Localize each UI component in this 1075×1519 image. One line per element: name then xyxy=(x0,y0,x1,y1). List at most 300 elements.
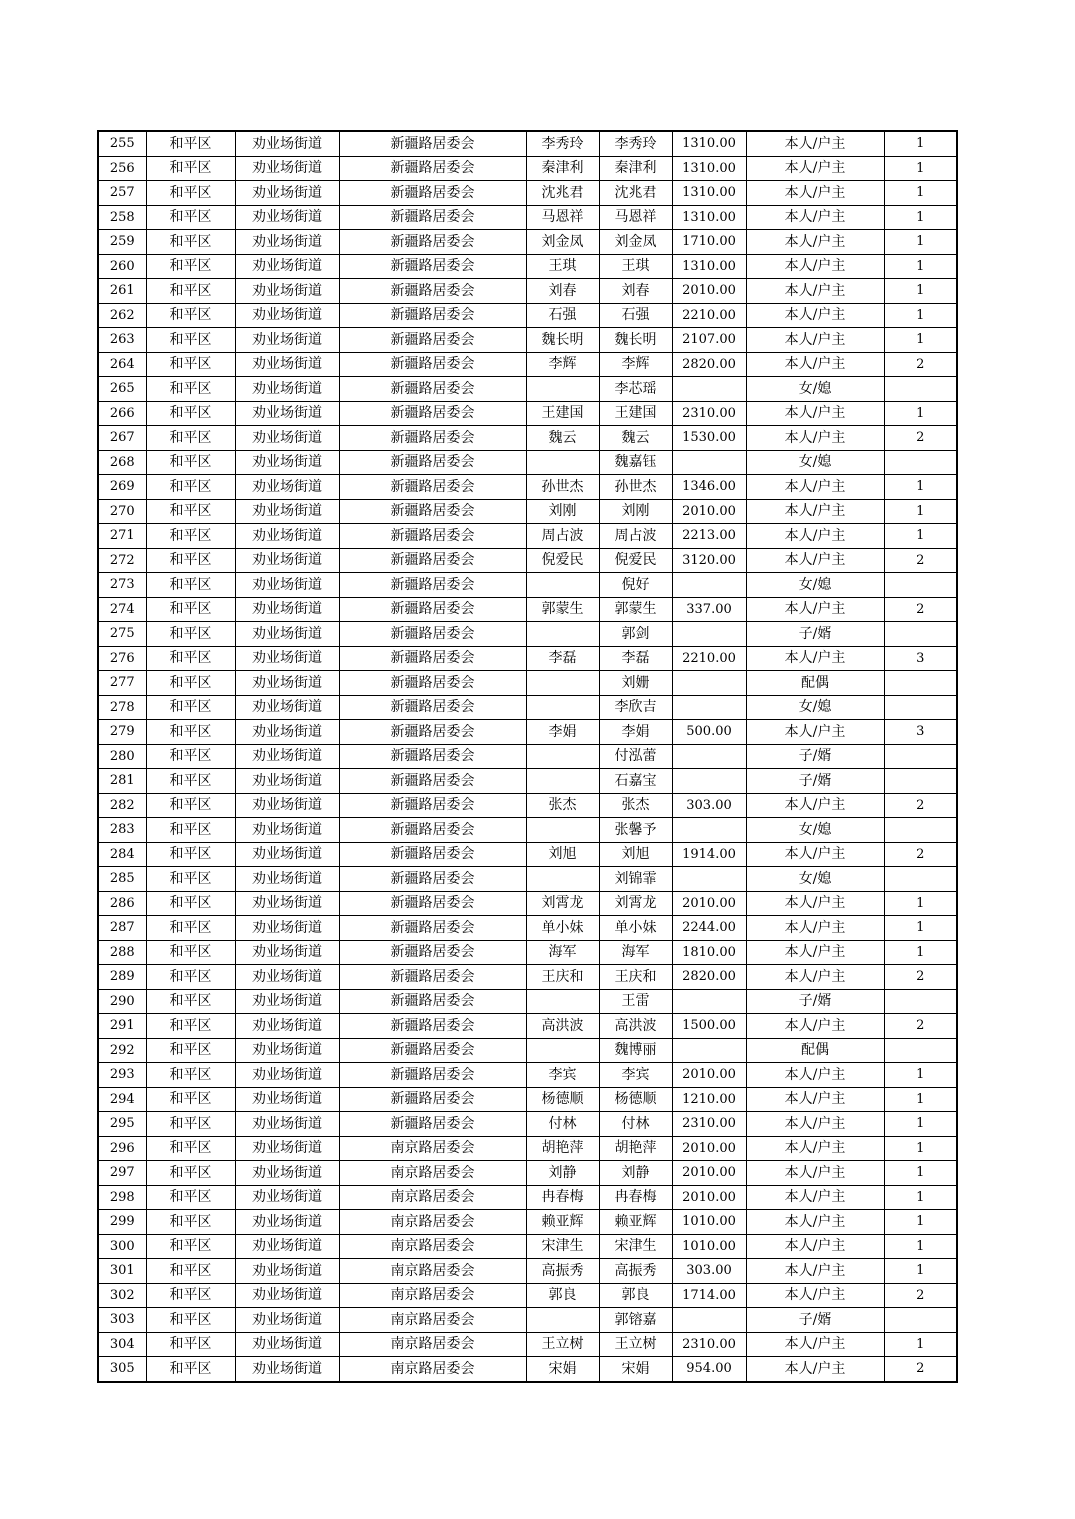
table-row xyxy=(98,1038,957,1063)
amount-cell: 1914.00 xyxy=(672,842,746,867)
household-size-cell: 1 xyxy=(884,1136,957,1161)
amount-cell: 1310.00 xyxy=(672,131,746,156)
district-cell: 和平区 xyxy=(146,1014,235,1039)
district-cell: 和平区 xyxy=(146,1357,235,1382)
household-size-cell: 1 xyxy=(884,475,957,500)
amount-cell xyxy=(672,671,746,696)
street-cell: 劝业场街道 xyxy=(235,1185,339,1210)
table-row xyxy=(98,1259,957,1284)
committee-cell: 新疆路居委会 xyxy=(339,695,526,720)
row-number-cell: 280 xyxy=(98,744,146,769)
row-number-cell: 298 xyxy=(98,1185,146,1210)
member-name-cell: 刘霄龙 xyxy=(599,891,672,916)
committee-cell: 新疆路居委会 xyxy=(339,818,526,843)
member-name-cell: 郭蒙生 xyxy=(599,597,672,622)
applicant-cell: 杨德顺 xyxy=(526,1087,599,1112)
district-cell: 和平区 xyxy=(146,769,235,794)
member-name-cell: 李欣吉 xyxy=(599,695,672,720)
applicant-cell xyxy=(526,867,599,892)
applicant-cell: 魏长明 xyxy=(526,328,599,353)
amount-cell xyxy=(672,450,746,475)
relation-cell: 本人/户主 xyxy=(746,499,884,524)
household-size-cell: 1 xyxy=(884,891,957,916)
amount-cell xyxy=(672,867,746,892)
relation-cell: 本人/户主 xyxy=(746,524,884,549)
table-row xyxy=(98,1283,957,1308)
committee-cell: 南京路居委会 xyxy=(339,1210,526,1235)
table-row xyxy=(98,1357,957,1382)
district-cell: 和平区 xyxy=(146,156,235,181)
row-number-cell: 302 xyxy=(98,1283,146,1308)
applicant-cell xyxy=(526,769,599,794)
street-cell: 劝业场街道 xyxy=(235,916,339,941)
street-cell: 劝业场街道 xyxy=(235,1087,339,1112)
committee-cell: 新疆路居委会 xyxy=(339,377,526,402)
amount-cell: 1500.00 xyxy=(672,1014,746,1039)
row-number-cell: 294 xyxy=(98,1087,146,1112)
applicant-cell: 倪爱民 xyxy=(526,548,599,573)
household-size-cell: 1 xyxy=(884,1112,957,1137)
relation-cell: 本人/户主 xyxy=(746,1063,884,1088)
district-cell: 和平区 xyxy=(146,181,235,206)
street-cell: 劝业场街道 xyxy=(235,377,339,402)
table-row xyxy=(98,1063,957,1088)
applicant-cell xyxy=(526,695,599,720)
table-row xyxy=(98,131,957,156)
member-name-cell: 刘旭 xyxy=(599,842,672,867)
district-cell: 和平区 xyxy=(146,1332,235,1357)
table-row xyxy=(98,1014,957,1039)
row-number-cell: 288 xyxy=(98,940,146,965)
table-row xyxy=(98,328,957,353)
amount-cell: 337.00 xyxy=(672,597,746,622)
member-name-cell: 刘春 xyxy=(599,279,672,304)
household-size-cell: 1 xyxy=(884,401,957,426)
member-name-cell: 高洪波 xyxy=(599,1014,672,1039)
committee-cell: 新疆路居委会 xyxy=(339,1014,526,1039)
row-number-cell: 279 xyxy=(98,720,146,745)
street-cell: 劝业场街道 xyxy=(235,303,339,328)
committee-cell: 新疆路居委会 xyxy=(339,646,526,671)
relation-cell: 本人/户主 xyxy=(746,1087,884,1112)
street-cell: 劝业场街道 xyxy=(235,818,339,843)
table-row xyxy=(98,867,957,892)
amount-cell: 1310.00 xyxy=(672,156,746,181)
table-row xyxy=(98,891,957,916)
household-size-cell xyxy=(884,1308,957,1333)
member-name-cell: 王庆和 xyxy=(599,965,672,990)
district-cell: 和平区 xyxy=(146,303,235,328)
district-cell: 和平区 xyxy=(146,1185,235,1210)
district-cell: 和平区 xyxy=(146,1234,235,1259)
applicant-cell xyxy=(526,573,599,598)
district-cell: 和平区 xyxy=(146,254,235,279)
member-name-cell: 张馨予 xyxy=(599,818,672,843)
committee-cell: 新疆路居委会 xyxy=(339,524,526,549)
district-cell: 和平区 xyxy=(146,940,235,965)
committee-cell: 新疆路居委会 xyxy=(339,671,526,696)
amount-cell: 1714.00 xyxy=(672,1283,746,1308)
row-number-cell: 303 xyxy=(98,1308,146,1333)
relation-cell: 子/婿 xyxy=(746,744,884,769)
row-number-cell: 285 xyxy=(98,867,146,892)
relation-cell: 本人/户主 xyxy=(746,205,884,230)
member-name-cell: 杨德顺 xyxy=(599,1087,672,1112)
applicant-cell: 孙世杰 xyxy=(526,475,599,500)
applicant-cell xyxy=(526,744,599,769)
household-size-cell: 1 xyxy=(884,940,957,965)
household-size-cell: 1 xyxy=(884,131,957,156)
household-size-cell: 2 xyxy=(884,793,957,818)
street-cell: 劝业场街道 xyxy=(235,156,339,181)
relation-cell: 本人/户主 xyxy=(746,891,884,916)
relation-cell: 本人/户主 xyxy=(746,1259,884,1284)
street-cell: 劝业场街道 xyxy=(235,769,339,794)
applicant-cell: 马恩祥 xyxy=(526,205,599,230)
amount-cell: 2210.00 xyxy=(672,303,746,328)
street-cell: 劝业场街道 xyxy=(235,1357,339,1382)
household-size-cell: 1 xyxy=(884,279,957,304)
row-number-cell: 273 xyxy=(98,573,146,598)
member-name-cell: 秦津利 xyxy=(599,156,672,181)
row-number-cell: 278 xyxy=(98,695,146,720)
street-cell: 劝业场街道 xyxy=(235,426,339,451)
committee-cell: 南京路居委会 xyxy=(339,1136,526,1161)
relation-cell: 本人/户主 xyxy=(746,156,884,181)
amount-cell: 2820.00 xyxy=(672,352,746,377)
street-cell: 劝业场街道 xyxy=(235,793,339,818)
district-cell: 和平区 xyxy=(146,230,235,255)
district-cell: 和平区 xyxy=(146,1283,235,1308)
street-cell: 劝业场街道 xyxy=(235,524,339,549)
amount-cell: 2310.00 xyxy=(672,401,746,426)
amount-cell: 1310.00 xyxy=(672,205,746,230)
row-number-cell: 284 xyxy=(98,842,146,867)
applicant-cell: 李娟 xyxy=(526,720,599,745)
amount-cell: 1010.00 xyxy=(672,1234,746,1259)
table-row xyxy=(98,254,957,279)
amount-cell xyxy=(672,989,746,1014)
street-cell: 劝业场街道 xyxy=(235,475,339,500)
table-row xyxy=(98,671,957,696)
committee-cell: 新疆路居委会 xyxy=(339,475,526,500)
relation-cell: 本人/户主 xyxy=(746,1161,884,1186)
household-size-cell xyxy=(884,769,957,794)
amount-cell: 1530.00 xyxy=(672,426,746,451)
applicant-cell xyxy=(526,989,599,1014)
applicant-cell: 李宾 xyxy=(526,1063,599,1088)
table-row xyxy=(98,230,957,255)
amount-cell: 1310.00 xyxy=(672,181,746,206)
applicant-cell: 高洪波 xyxy=(526,1014,599,1039)
table-row xyxy=(98,524,957,549)
amount-cell: 2244.00 xyxy=(672,916,746,941)
row-number-cell: 286 xyxy=(98,891,146,916)
table-row xyxy=(98,1136,957,1161)
applicant-cell xyxy=(526,622,599,647)
applicant-cell xyxy=(526,818,599,843)
district-cell: 和平区 xyxy=(146,205,235,230)
amount-cell: 1210.00 xyxy=(672,1087,746,1112)
applicant-cell: 单小妹 xyxy=(526,916,599,941)
row-number-cell: 296 xyxy=(98,1136,146,1161)
table-row xyxy=(98,156,957,181)
street-cell: 劝业场街道 xyxy=(235,499,339,524)
household-size-cell xyxy=(884,377,957,402)
committee-cell: 新疆路居委会 xyxy=(339,891,526,916)
relation-cell: 本人/户主 xyxy=(746,401,884,426)
district-cell: 和平区 xyxy=(146,989,235,1014)
household-size-cell: 2 xyxy=(884,1357,957,1382)
row-number-cell: 257 xyxy=(98,181,146,206)
member-name-cell: 冉春梅 xyxy=(599,1185,672,1210)
household-size-cell: 1 xyxy=(884,916,957,941)
street-cell: 劝业场街道 xyxy=(235,328,339,353)
relation-cell: 本人/户主 xyxy=(746,352,884,377)
street-cell: 劝业场街道 xyxy=(235,1308,339,1333)
row-number-cell: 259 xyxy=(98,230,146,255)
row-number-cell: 281 xyxy=(98,769,146,794)
district-cell: 和平区 xyxy=(146,352,235,377)
member-name-cell: 张杰 xyxy=(599,793,672,818)
relation-cell: 子/婿 xyxy=(746,622,884,647)
district-cell: 和平区 xyxy=(146,671,235,696)
applicant-cell xyxy=(526,671,599,696)
relation-cell: 本人/户主 xyxy=(746,1210,884,1235)
row-number-cell: 267 xyxy=(98,426,146,451)
table-row xyxy=(98,181,957,206)
member-name-cell: 王琪 xyxy=(599,254,672,279)
amount-cell: 1310.00 xyxy=(672,254,746,279)
household-size-cell: 1 xyxy=(884,181,957,206)
committee-cell: 新疆路居委会 xyxy=(339,499,526,524)
household-size-cell: 1 xyxy=(884,1185,957,1210)
household-size-cell: 3 xyxy=(884,720,957,745)
district-cell: 和平区 xyxy=(146,475,235,500)
amount-cell: 2310.00 xyxy=(672,1332,746,1357)
row-number-cell: 265 xyxy=(98,377,146,402)
committee-cell: 新疆路居委会 xyxy=(339,230,526,255)
relation-cell: 本人/户主 xyxy=(746,1185,884,1210)
member-name-cell: 刘锦霏 xyxy=(599,867,672,892)
row-number-cell: 290 xyxy=(98,989,146,1014)
amount-cell: 2820.00 xyxy=(672,965,746,990)
table-row xyxy=(98,426,957,451)
household-size-cell: 1 xyxy=(884,499,957,524)
row-number-cell: 301 xyxy=(98,1259,146,1284)
relation-cell: 配偶 xyxy=(746,671,884,696)
member-name-cell: 李娟 xyxy=(599,720,672,745)
district-cell: 和平区 xyxy=(146,548,235,573)
row-number-cell: 291 xyxy=(98,1014,146,1039)
row-number-cell: 271 xyxy=(98,524,146,549)
member-name-cell: 马恩祥 xyxy=(599,205,672,230)
relation-cell: 本人/户主 xyxy=(746,1136,884,1161)
applicant-cell: 王立树 xyxy=(526,1332,599,1357)
member-name-cell: 魏云 xyxy=(599,426,672,451)
household-size-cell: 1 xyxy=(884,1210,957,1235)
row-number-cell: 293 xyxy=(98,1063,146,1088)
street-cell: 劝业场街道 xyxy=(235,1038,339,1063)
row-number-cell: 255 xyxy=(98,131,146,156)
committee-cell: 新疆路居委会 xyxy=(339,1063,526,1088)
table-row xyxy=(98,499,957,524)
relation-cell: 子/婿 xyxy=(746,989,884,1014)
relation-cell: 本人/户主 xyxy=(746,131,884,156)
member-name-cell: 付泓蕾 xyxy=(599,744,672,769)
street-cell: 劝业场街道 xyxy=(235,867,339,892)
committee-cell: 新疆路居委会 xyxy=(339,597,526,622)
applicant-cell: 李秀玲 xyxy=(526,131,599,156)
district-cell: 和平区 xyxy=(146,131,235,156)
table-row xyxy=(98,1234,957,1259)
member-name-cell: 李芯瑶 xyxy=(599,377,672,402)
row-number-cell: 283 xyxy=(98,818,146,843)
relation-cell: 本人/户主 xyxy=(746,793,884,818)
amount-cell: 303.00 xyxy=(672,793,746,818)
relation-cell: 本人/户主 xyxy=(746,965,884,990)
committee-cell: 新疆路居委会 xyxy=(339,573,526,598)
applicant-cell: 魏云 xyxy=(526,426,599,451)
household-size-cell xyxy=(884,818,957,843)
amount-cell: 1346.00 xyxy=(672,475,746,500)
row-number-cell: 304 xyxy=(98,1332,146,1357)
amount-cell: 2010.00 xyxy=(672,1185,746,1210)
amount-cell: 500.00 xyxy=(672,720,746,745)
committee-cell: 新疆路居委会 xyxy=(339,205,526,230)
member-name-cell: 周占波 xyxy=(599,524,672,549)
street-cell: 劝业场街道 xyxy=(235,181,339,206)
applicant-cell: 张杰 xyxy=(526,793,599,818)
household-size-cell: 1 xyxy=(884,524,957,549)
member-name-cell: 王建国 xyxy=(599,401,672,426)
household-size-cell: 1 xyxy=(884,1234,957,1259)
row-number-cell: 287 xyxy=(98,916,146,941)
relation-cell: 本人/户主 xyxy=(746,646,884,671)
committee-cell: 南京路居委会 xyxy=(339,1283,526,1308)
district-cell: 和平区 xyxy=(146,818,235,843)
applicant-cell: 沈兆君 xyxy=(526,181,599,206)
street-cell: 劝业场街道 xyxy=(235,940,339,965)
household-size-cell: 1 xyxy=(884,1332,957,1357)
row-number-cell: 292 xyxy=(98,1038,146,1063)
district-cell: 和平区 xyxy=(146,597,235,622)
committee-cell: 新疆路居委会 xyxy=(339,279,526,304)
table-row xyxy=(98,916,957,941)
table-row xyxy=(98,303,957,328)
committee-cell: 新疆路居委会 xyxy=(339,622,526,647)
amount-cell xyxy=(672,377,746,402)
household-size-cell: 2 xyxy=(884,965,957,990)
relation-cell: 本人/户主 xyxy=(746,230,884,255)
table-row xyxy=(98,1161,957,1186)
table-row xyxy=(98,744,957,769)
table-row xyxy=(98,1087,957,1112)
committee-cell: 新疆路居委会 xyxy=(339,1112,526,1137)
committee-cell: 新疆路居委会 xyxy=(339,842,526,867)
amount-cell: 3120.00 xyxy=(672,548,746,573)
row-number-cell: 282 xyxy=(98,793,146,818)
row-number-cell: 272 xyxy=(98,548,146,573)
amount-cell xyxy=(672,1308,746,1333)
member-name-cell: 沈兆君 xyxy=(599,181,672,206)
row-number-cell: 264 xyxy=(98,352,146,377)
household-table xyxy=(97,130,958,1383)
applicant-cell: 赖亚辉 xyxy=(526,1210,599,1235)
household-size-cell: 2 xyxy=(884,1014,957,1039)
district-cell: 和平区 xyxy=(146,622,235,647)
member-name-cell: 刘刚 xyxy=(599,499,672,524)
row-number-cell: 263 xyxy=(98,328,146,353)
committee-cell: 南京路居委会 xyxy=(339,1185,526,1210)
table-row xyxy=(98,1332,957,1357)
applicant-cell: 刘金凤 xyxy=(526,230,599,255)
applicant-cell xyxy=(526,1038,599,1063)
member-name-cell: 魏长明 xyxy=(599,328,672,353)
household-size-cell: 1 xyxy=(884,205,957,230)
relation-cell: 配偶 xyxy=(746,1038,884,1063)
district-cell: 和平区 xyxy=(146,646,235,671)
relation-cell: 本人/户主 xyxy=(746,597,884,622)
committee-cell: 新疆路居委会 xyxy=(339,328,526,353)
household-size-cell: 2 xyxy=(884,597,957,622)
district-cell: 和平区 xyxy=(146,1112,235,1137)
district-cell: 和平区 xyxy=(146,842,235,867)
applicant-cell: 付林 xyxy=(526,1112,599,1137)
table-row xyxy=(98,1112,957,1137)
street-cell: 劝业场街道 xyxy=(235,891,339,916)
district-cell: 和平区 xyxy=(146,916,235,941)
table-row xyxy=(98,573,957,598)
street-cell: 劝业场街道 xyxy=(235,131,339,156)
table-row xyxy=(98,989,957,1014)
committee-cell: 新疆路居委会 xyxy=(339,769,526,794)
amount-cell xyxy=(672,695,746,720)
amount-cell: 2310.00 xyxy=(672,1112,746,1137)
table-row xyxy=(98,720,957,745)
street-cell: 劝业场街道 xyxy=(235,720,339,745)
applicant-cell: 高振秀 xyxy=(526,1259,599,1284)
committee-cell: 南京路居委会 xyxy=(339,1308,526,1333)
street-cell: 劝业场街道 xyxy=(235,744,339,769)
household-size-cell xyxy=(884,1038,957,1063)
committee-cell: 新疆路居委会 xyxy=(339,720,526,745)
member-name-cell: 王雷 xyxy=(599,989,672,1014)
district-cell: 和平区 xyxy=(146,1038,235,1063)
table-row xyxy=(98,205,957,230)
applicant-cell: 宋津生 xyxy=(526,1234,599,1259)
street-cell: 劝业场街道 xyxy=(235,695,339,720)
committee-cell: 新疆路居委会 xyxy=(339,916,526,941)
street-cell: 劝业场街道 xyxy=(235,1014,339,1039)
committee-cell: 新疆路居委会 xyxy=(339,940,526,965)
amount-cell: 2010.00 xyxy=(672,891,746,916)
applicant-cell: 李磊 xyxy=(526,646,599,671)
table-row xyxy=(98,279,957,304)
district-cell: 和平区 xyxy=(146,720,235,745)
street-cell: 劝业场街道 xyxy=(235,548,339,573)
table-row xyxy=(98,377,957,402)
street-cell: 劝业场街道 xyxy=(235,573,339,598)
district-cell: 和平区 xyxy=(146,1308,235,1333)
table-row xyxy=(98,1210,957,1235)
member-name-cell: 胡艳萍 xyxy=(599,1136,672,1161)
household-size-cell: 1 xyxy=(884,328,957,353)
applicant-cell: 刘春 xyxy=(526,279,599,304)
applicant-cell: 郭良 xyxy=(526,1283,599,1308)
table-row xyxy=(98,622,957,647)
row-number-cell: 274 xyxy=(98,597,146,622)
